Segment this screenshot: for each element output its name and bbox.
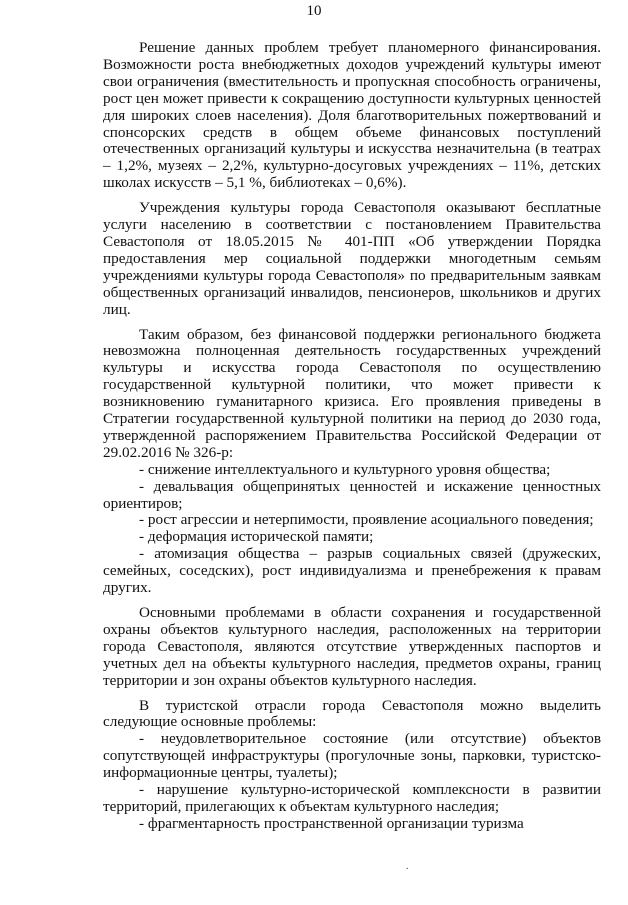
list-item: - снижение интеллектуального и культурного уровня общества; (139, 460, 551, 478)
list-item: - девальвация общепринятых ценностей и искажение ценностных ориентиров; (103, 477, 601, 512)
list-item: - деформация исторической памяти; (139, 528, 374, 546)
paragraph-humanitarian-crisis: Таким образом, без финансовой поддержки регионального бюджета невозможна полноценная деятельность государственных учреждений культуры и искусства города Севастополя по осуществлению государственной культурной политики, что может привести к возникновению гуманитарного кризиса. Его проявления приведены в Стратегии государственной культурной политики на период до 2030 года, утвержденной распоряжением Правительства Российской Федерации от 29.02.2016 № 326-р: (103, 325, 601, 461)
list-item: - нарушение культурно-исторической комплексности в развитии территорий, прилегающих к объектам культурного наследия; (103, 781, 601, 815)
paragraph-financing: Решение данных проблем требует планомерного финансирования. Возможности роста внебюджетных доходов учреждений культуры имеют свои ограничения (вместительность и пропускная способность ограничены, рост цен может привести к сокращению доступности культурных ценностей для широких слоев населения). Доля благотворительных пожертвований и спонсорских средств в общем объеме финансовых поступлений отечественных организаций культуры и искусства незначительна (в театрах – 1,2%, музеях – 2,2%, культурно-досуговых учреждениях – 11%, детских школах искусств – 5,1 %, библиотеках – 0,6%). (103, 39, 601, 192)
list-item: - рост агрессии и нетерпимости, проявление асоциального поведения; (139, 511, 594, 529)
paragraph-heritage-problems: Основными проблемами в области сохранения и государственной охраны объектов культурного наследия, расположенных на территории города Севастополя, являются отсутствие утвержденных паспортов и учетных дел на объекты культурного наследия, предметов охраны, границ территории и зон охраны объектов культурного наследия. (103, 604, 601, 689)
page-number: 10 (306, 3, 322, 19)
paragraph-free-services: Учреждения культуры города Севастополя оказывают бесплатные услуги населению в соответствии с постановлением Правительства Севастополя от 18.05.2015 № 401-ПП «Об утверждении Порядка предоставления мер социальной поддержки многодетным семьям учреждениями культуры города Севастополя» по предварительным заявкам общественных организаций инвалидов, пенсионеров, школьников и других лиц. (103, 199, 601, 318)
list-item: - неудовлетворительное состояние (или отсутствие) объектов сопутствующей инфраструктуры (прогулочные зоны, парковки, туристско-информационные центры, туалеты); (103, 730, 601, 782)
list-item: - атомизация общества – разрыв социальных связей (дружеских, семейных, соседских), рост индивидуализма и пренебрежения к правам других. (103, 545, 601, 597)
list-item: - фрагментарность пространственной организации туризма (139, 814, 524, 832)
scan-artifact-dot: . (406, 861, 409, 872)
document-body (103, 40, 601, 833)
paragraph-tourism-intro: В туристской отрасли города Севастополя можно выделить следующие основные проблемы: (103, 696, 601, 731)
